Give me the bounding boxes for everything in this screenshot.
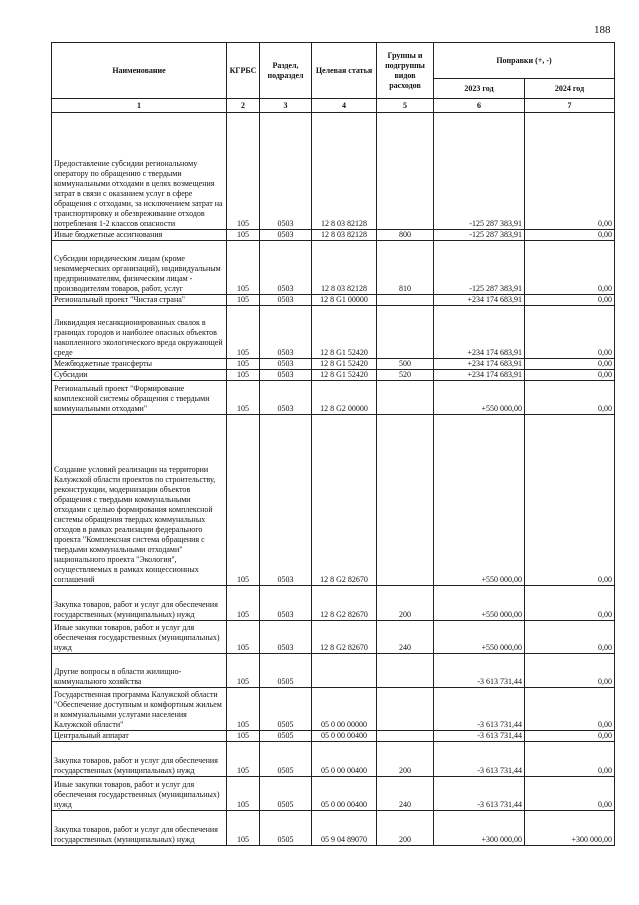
- amount-2023-cell: -3 613 731,44: [434, 731, 525, 742]
- expense-group-cell: 200: [377, 742, 434, 777]
- section-cell: 0503: [260, 306, 312, 359]
- table-row: [52, 777, 615, 811]
- header-year-2023: 2023 год: [434, 79, 525, 99]
- header-target: Целевая статья: [312, 43, 377, 99]
- budget-amendments-table: [51, 42, 615, 846]
- amount-2023-cell: -125 287 383,91: [434, 230, 525, 241]
- row-name: Закупка товаров, работ и услуг для обеспечения государственных (муниципальных) нужд: [52, 742, 227, 777]
- amount-2023-cell: +300 000,00: [434, 811, 525, 846]
- kgrbs-cell: 105: [227, 241, 260, 295]
- target-article-cell: 05 0 00 00400: [312, 731, 377, 742]
- expense-group-cell: [377, 654, 434, 688]
- section-cell: 0503: [260, 586, 312, 621]
- table-row: [52, 621, 615, 654]
- amount-2023-cell: +550 000,00: [434, 415, 525, 586]
- amount-2024-cell: 0,00: [525, 359, 615, 370]
- target-article-cell: 05 0 00 00400: [312, 777, 377, 811]
- row-name: Закупка товаров, работ и услуг для обеспечения государственных (муниципальных) нужд: [52, 811, 227, 846]
- column-number: 5: [377, 99, 434, 113]
- amount-2024-cell: 0,00: [525, 688, 615, 731]
- row-name: Региональный проект "Чистая страна": [52, 295, 227, 306]
- section-cell: 0503: [260, 621, 312, 654]
- table-row: [52, 415, 615, 586]
- target-article-cell: 12 8 G2 82670: [312, 621, 377, 654]
- amount-2024-cell: 0,00: [525, 586, 615, 621]
- row-name: Государственная программа Калужской области "Обеспечение доступным и комфортным жильем и коммунальными услугами населения Калужской области": [52, 688, 227, 731]
- amount-2024-cell: 0,00: [525, 306, 615, 359]
- section-cell: 0505: [260, 688, 312, 731]
- amount-2024-cell: 0,00: [525, 295, 615, 306]
- target-article-cell: 12 8 03 82128: [312, 230, 377, 241]
- section-cell: 0503: [260, 113, 312, 230]
- table-row: [52, 241, 615, 295]
- kgrbs-cell: 105: [227, 230, 260, 241]
- expense-group-cell: 520: [377, 370, 434, 381]
- row-name: Закупка товаров, работ и услуг для обеспечения государственных (муниципальных) нужд: [52, 586, 227, 621]
- kgrbs-cell: 105: [227, 113, 260, 230]
- table-row: [52, 370, 615, 381]
- table-row: [52, 654, 615, 688]
- expense-group-cell: [377, 113, 434, 230]
- kgrbs-cell: 105: [227, 777, 260, 811]
- target-article-cell: 12 8 G2 00000: [312, 381, 377, 415]
- section-cell: 0503: [260, 295, 312, 306]
- header-groups: Группы и подгруппы видов расходов: [377, 43, 434, 99]
- expense-group-cell: 200: [377, 811, 434, 846]
- expense-group-cell: [377, 306, 434, 359]
- expense-group-cell: 200: [377, 586, 434, 621]
- expense-group-cell: [377, 731, 434, 742]
- section-cell: 0505: [260, 654, 312, 688]
- amount-2024-cell: 0,00: [525, 381, 615, 415]
- row-name: Региональный проект "Формирование комплексной системы обращения с твердыми коммунальными отходами": [52, 381, 227, 415]
- amount-2023-cell: +550 000,00: [434, 586, 525, 621]
- target-article-cell: 12 8 03 82128: [312, 113, 377, 230]
- target-article-cell: 05 0 00 00000: [312, 688, 377, 731]
- table-row: [52, 113, 615, 230]
- column-number: 7: [525, 99, 615, 113]
- amount-2023-cell: +234 174 683,91: [434, 359, 525, 370]
- amount-2024-cell: +300 000,00: [525, 811, 615, 846]
- column-number: 1: [52, 99, 227, 113]
- section-cell: 0503: [260, 230, 312, 241]
- kgrbs-cell: 105: [227, 586, 260, 621]
- table-row: [52, 586, 615, 621]
- amount-2024-cell: 0,00: [525, 370, 615, 381]
- target-article-cell: 12 8 G1 52420: [312, 359, 377, 370]
- amount-2024-cell: 0,00: [525, 777, 615, 811]
- expense-group-cell: 240: [377, 621, 434, 654]
- amount-2024-cell: 0,00: [525, 241, 615, 295]
- target-article-cell: [312, 654, 377, 688]
- kgrbs-cell: 105: [227, 688, 260, 731]
- expense-group-cell: 240: [377, 777, 434, 811]
- section-cell: 0503: [260, 241, 312, 295]
- section-cell: 0503: [260, 381, 312, 415]
- expense-group-cell: 800: [377, 230, 434, 241]
- kgrbs-cell: 105: [227, 731, 260, 742]
- target-article-cell: 12 8 G1 52420: [312, 306, 377, 359]
- amount-2023-cell: -3 613 731,44: [434, 654, 525, 688]
- kgrbs-cell: 105: [227, 742, 260, 777]
- kgrbs-cell: 105: [227, 306, 260, 359]
- target-article-cell: 12 8 03 82128: [312, 241, 377, 295]
- kgrbs-cell: 105: [227, 415, 260, 586]
- amount-2024-cell: 0,00: [525, 230, 615, 241]
- column-number: 6: [434, 99, 525, 113]
- expense-group-cell: 810: [377, 241, 434, 295]
- amount-2023-cell: +550 000,00: [434, 621, 525, 654]
- expense-group-cell: [377, 688, 434, 731]
- amount-2023-cell: -125 287 383,91: [434, 113, 525, 230]
- row-name: Межбюджетные трансферты: [52, 359, 227, 370]
- row-name: Создание условий реализации на территории Калужской области проектов по строительству, реконструкции, модернизации объектов обращения с твердыми коммунальными отходами с целью формирования комплексной системы обращения твердых коммунальных отходов в рамках реализации федерального проекта "Комплексная система обращения с твердыми коммунальными отходами" национального проекта "Экология", осуществляемых в рамках концессионных соглашений: [52, 415, 227, 586]
- target-article-cell: 12 8 G1 52420: [312, 370, 377, 381]
- kgrbs-cell: 105: [227, 654, 260, 688]
- amount-2023-cell: +550 000,00: [434, 381, 525, 415]
- amount-2024-cell: 0,00: [525, 621, 615, 654]
- amount-2024-cell: 0,00: [525, 731, 615, 742]
- amount-2024-cell: 0,00: [525, 654, 615, 688]
- kgrbs-cell: 105: [227, 381, 260, 415]
- table-row: [52, 742, 615, 777]
- row-name: Субсидии: [52, 370, 227, 381]
- header-year-2024: 2024 год: [525, 79, 615, 99]
- column-numbers-row: [52, 99, 615, 113]
- column-number: 3: [260, 99, 312, 113]
- section-cell: 0503: [260, 415, 312, 586]
- target-article-cell: 12 8 G2 82670: [312, 415, 377, 586]
- row-name: Иные закупки товаров, работ и услуг для обеспечения государственных (муниципальных) нужд: [52, 621, 227, 654]
- header-name: Наименование: [52, 43, 227, 99]
- kgrbs-cell: 105: [227, 370, 260, 381]
- header-amendments: Поправки (+, -): [434, 43, 615, 79]
- kgrbs-cell: 105: [227, 811, 260, 846]
- expense-group-cell: [377, 295, 434, 306]
- amount-2024-cell: 0,00: [525, 113, 615, 230]
- amount-2024-cell: 0,00: [525, 742, 615, 777]
- table-row: [52, 306, 615, 359]
- table-row: [52, 295, 615, 306]
- row-name: Иные закупки товаров, работ и услуг для обеспечения государственных (муниципальных) нужд: [52, 777, 227, 811]
- kgrbs-cell: 105: [227, 295, 260, 306]
- target-article-cell: 05 0 00 00400: [312, 742, 377, 777]
- table-row: [52, 230, 615, 241]
- amount-2023-cell: -3 613 731,44: [434, 742, 525, 777]
- target-article-cell: 05 9 04 89070: [312, 811, 377, 846]
- section-cell: 0505: [260, 742, 312, 777]
- section-cell: 0505: [260, 777, 312, 811]
- table-row: [52, 811, 615, 846]
- table-row: [52, 731, 615, 742]
- amount-2023-cell: +234 174 683,91: [434, 295, 525, 306]
- header-kgrbs: КГРБС: [227, 43, 260, 99]
- expense-group-cell: 500: [377, 359, 434, 370]
- column-number: 2: [227, 99, 260, 113]
- expense-group-cell: [377, 381, 434, 415]
- amount-2023-cell: +234 174 683,91: [434, 306, 525, 359]
- kgrbs-cell: 105: [227, 359, 260, 370]
- section-cell: 0503: [260, 370, 312, 381]
- row-name: Ликвидация несанкционированных свалок в границах городов и наиболее опасных объектов накопленного экологического вреда окружающей среде: [52, 306, 227, 359]
- column-number: 4: [312, 99, 377, 113]
- row-name: Иные бюджетные ассигнования: [52, 230, 227, 241]
- row-name: Другие вопросы в области жилищно-коммунального хозяйства: [52, 654, 227, 688]
- table-row: [52, 359, 615, 370]
- amount-2023-cell: -3 613 731,44: [434, 777, 525, 811]
- amount-2023-cell: -125 287 383,91: [434, 241, 525, 295]
- table-row: [52, 381, 615, 415]
- amount-2023-cell: -3 613 731,44: [434, 688, 525, 731]
- target-article-cell: 12 8 G1 00000: [312, 295, 377, 306]
- row-name: Предоставление субсидии региональному оператору по обращению с твердыми коммунальными отходами в целях возмещения затрат в связи с оказанием услуг в сфере обращения с отходами, за исключением затрат на транспортировку и обезвреживание отходов потребления 1-2 классов опасности: [52, 113, 227, 230]
- row-name: Центральный аппарат: [52, 731, 227, 742]
- section-cell: 0505: [260, 731, 312, 742]
- amount-2023-cell: +234 174 683,91: [434, 370, 525, 381]
- section-cell: 0505: [260, 811, 312, 846]
- expense-group-cell: [377, 415, 434, 586]
- header-section: Раздел, подраздел: [260, 43, 312, 99]
- amount-2024-cell: 0,00: [525, 415, 615, 586]
- target-article-cell: 12 8 G2 82670: [312, 586, 377, 621]
- row-name: Субсидии юридическим лицам (кроме некоммерческих организаций), индивидуальным предпринимателям, физическим лицам - производителям товаров, работ, услуг: [52, 241, 227, 295]
- table-row: [52, 688, 615, 731]
- section-cell: 0503: [260, 359, 312, 370]
- page-number: 188: [594, 24, 611, 36]
- kgrbs-cell: 105: [227, 621, 260, 654]
